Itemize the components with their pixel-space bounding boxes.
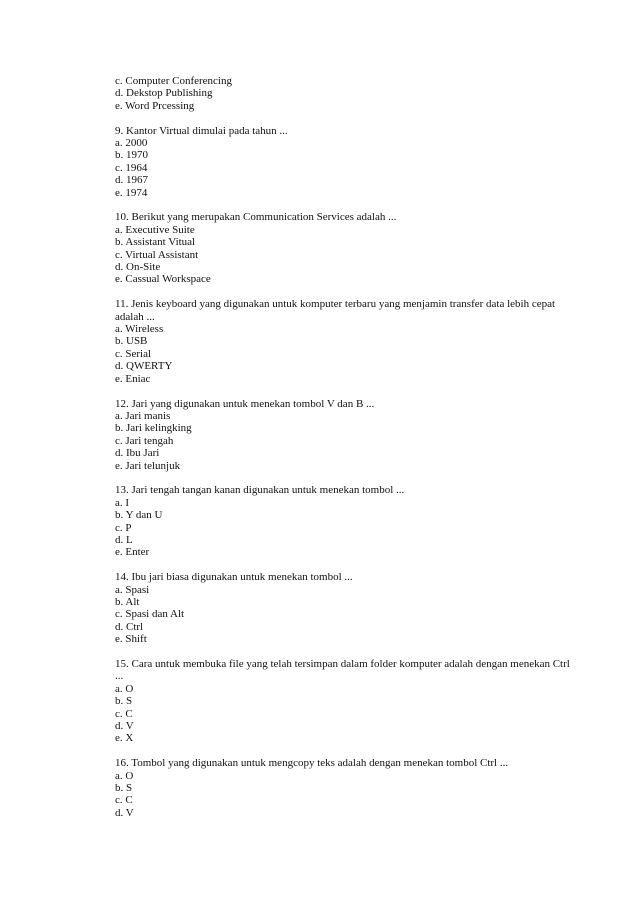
question-text: 14. Ibu jari biasa digunakan untuk menekan tombol ... <box>115 571 353 584</box>
option-a: a. Executive Suite <box>115 223 195 236</box>
option-e: e. Jari telunjuk <box>115 459 181 472</box>
question-16 <box>115 757 585 819</box>
question-text: 16. Tombol yang digunakan untuk mengcopy teks adalah dengan menekan tombol Ctrl ... <box>115 757 509 770</box>
question-text: 13. Jari tengah tangan kanan digunakan untuk menekan tombol ... <box>115 484 405 497</box>
document-page <box>115 75 585 819</box>
option-c: c. P <box>115 521 132 534</box>
option-b: b. Y dan U <box>115 509 163 522</box>
option-e: e. Shift <box>115 633 147 646</box>
question-text: 9. Kantor Virtual dimulai pada tahun ... <box>115 124 288 137</box>
question-14 <box>115 571 585 645</box>
option-d: d. V <box>115 720 134 733</box>
question-15 <box>115 658 585 745</box>
question-10 <box>115 211 585 285</box>
option-d: d. Ibu Jari <box>115 447 160 460</box>
option-e: e. Enter <box>115 546 150 559</box>
option-e: e. X <box>115 732 134 745</box>
option-c: c. Computer Conferencing <box>115 75 232 87</box>
option-c: c. C <box>115 794 133 807</box>
question-11 <box>115 298 585 385</box>
option-e: e. 1974 <box>115 186 148 199</box>
question-text-line-1: 15. Cara untuk membuka file yang telah tersimpan dalam folder komputer adalah dengan menekan Ctrl <box>115 657 570 670</box>
question-text-line-1: 11. Jenis keyboard yang digunakan untuk komputer terbaru yang menjamin transfer data lebih cepat <box>115 298 556 311</box>
option-c: c. Virtual Assistant <box>115 248 199 261</box>
option-b: b. Assistant Vitual <box>115 236 196 249</box>
leading-options <box>115 75 585 112</box>
option-c: c. C <box>115 707 133 720</box>
option-e: e. Cassual Workspace <box>115 273 211 286</box>
question-9 <box>115 125 585 199</box>
option-d: d. L <box>115 533 133 546</box>
option-d: d. QWERTY <box>115 360 173 373</box>
option-d: d. 1967 <box>115 174 148 187</box>
option-a: a. 2000 <box>115 137 148 150</box>
question-13 <box>115 484 585 558</box>
option-a: a. I <box>115 496 130 509</box>
question-12 <box>115 398 585 472</box>
question-text: 10. Berikut yang merupakan Communication Services adalah ... <box>115 211 397 224</box>
option-c: c. 1964 <box>115 161 148 174</box>
option-d: d. On-Site <box>115 261 161 274</box>
option-d: d. V <box>115 806 134 819</box>
option-d: d. Ctrl <box>115 620 144 633</box>
option-e: e. Word Prcessing <box>115 99 195 112</box>
option-a: a. Spasi <box>115 583 150 596</box>
option-d: d. Dekstop Publishing <box>115 87 213 100</box>
option-a: a. Jari manis <box>115 409 171 422</box>
option-b: b. Alt <box>115 595 140 608</box>
question-text: 12. Jari yang digunakan untuk menekan tombol V dan B ... <box>115 397 375 410</box>
option-b: b. Jari kelingking <box>115 422 192 435</box>
option-c: c. Spasi dan Alt <box>115 608 185 621</box>
option-e: e. Eniac <box>115 372 151 385</box>
option-b: b. S <box>115 782 133 795</box>
option-b: b. S <box>115 695 133 708</box>
option-b: b. 1970 <box>115 149 148 162</box>
option-a: a. Wireless <box>115 323 164 336</box>
option-c: c. Jari tengah <box>115 434 174 447</box>
option-a: a. O <box>115 769 134 782</box>
question-text-line-2: ... <box>115 670 124 683</box>
question-text-line-2: adalah ... <box>115 310 155 323</box>
option-b: b. USB <box>115 335 148 348</box>
option-a: a. O <box>115 682 134 695</box>
option-c: c. Serial <box>115 347 152 360</box>
